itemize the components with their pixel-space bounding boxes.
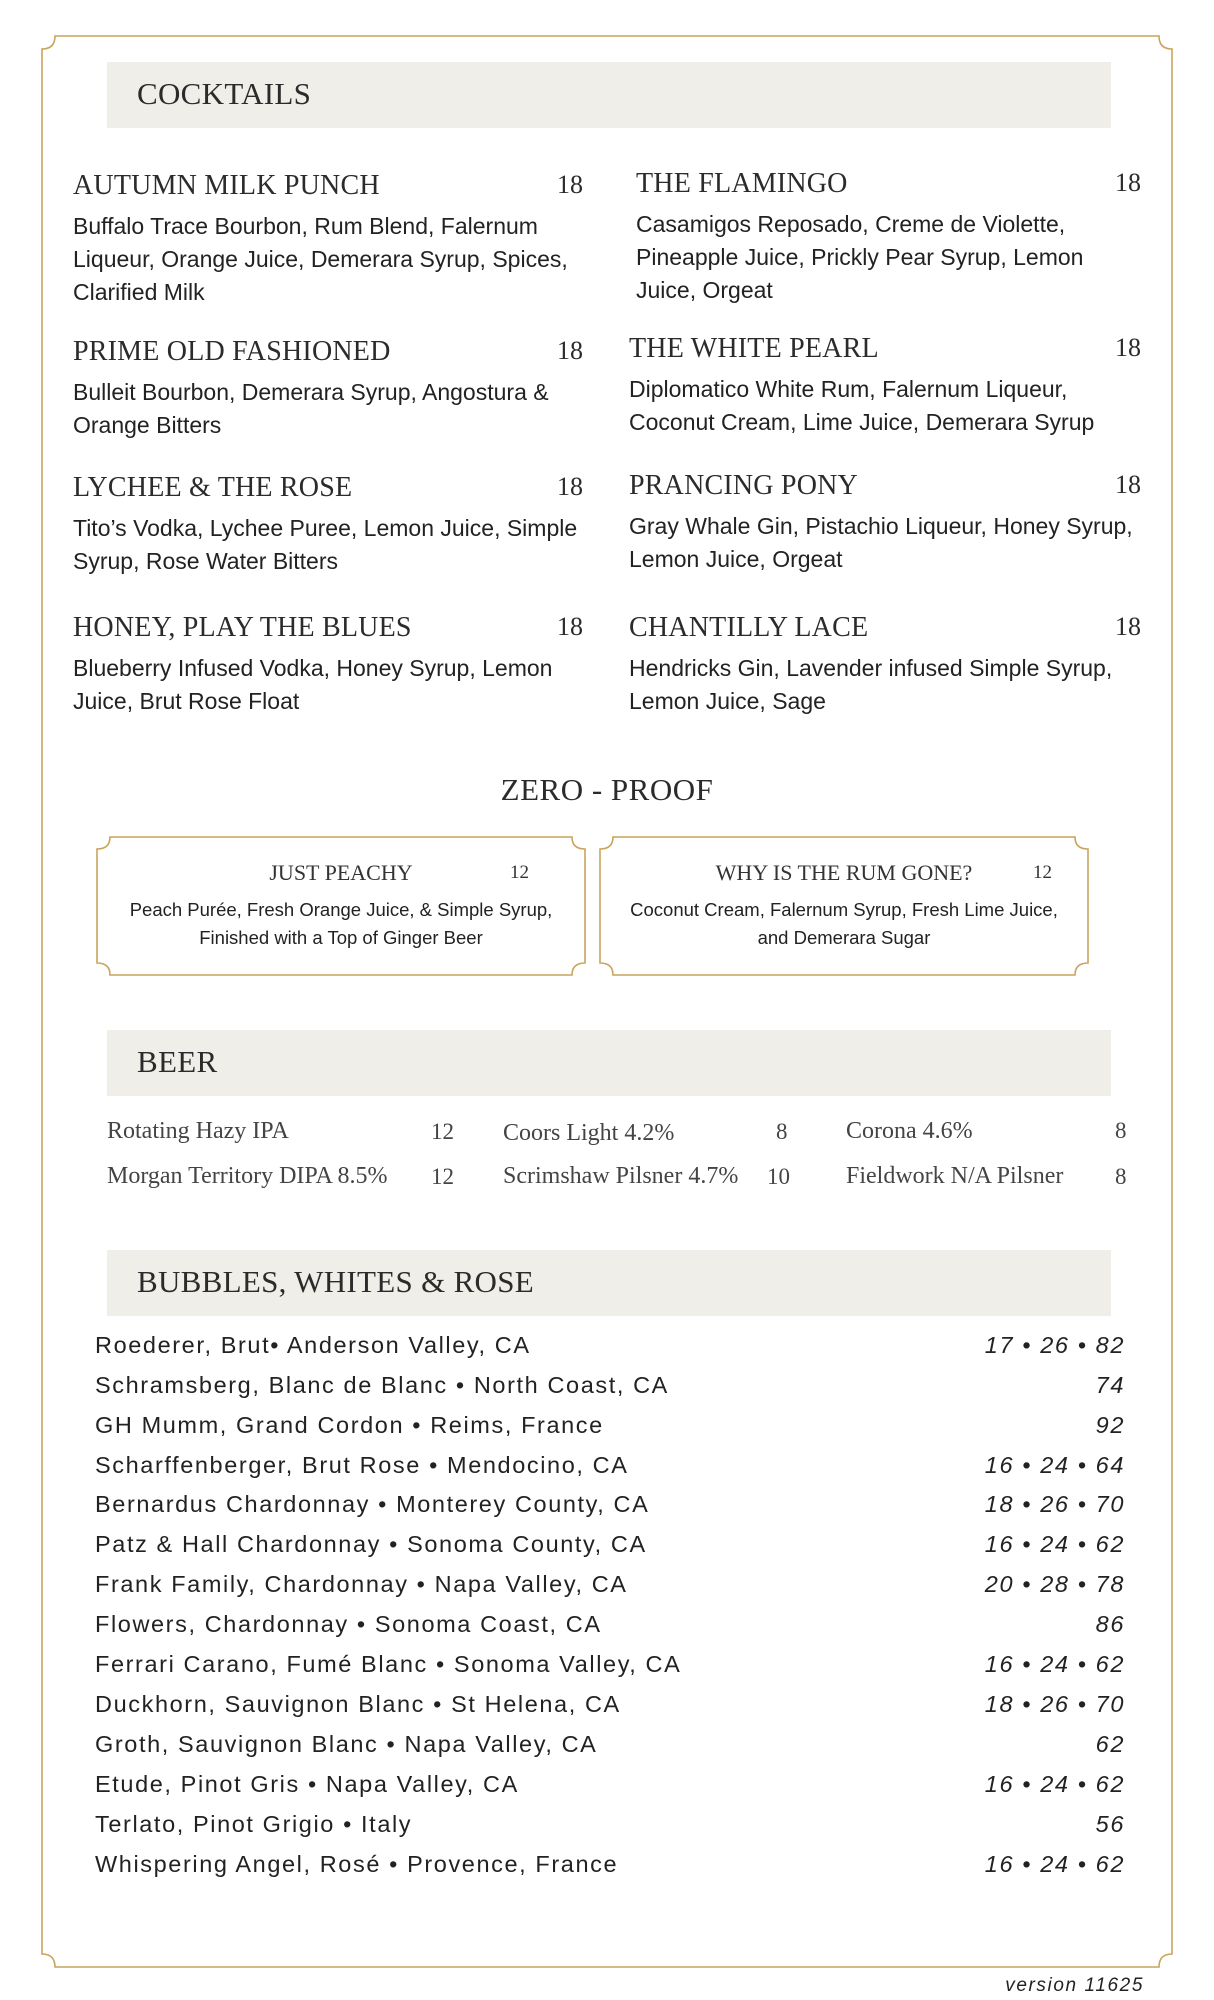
cocktail-price: 18: [1115, 168, 1141, 197]
beer-price: 12: [431, 1164, 454, 1189]
wine-name: Whispering Angel, Rosé • Provence, France: [95, 1851, 619, 1877]
beer-name: Corona 4.6%: [846, 1118, 973, 1144]
wine-name: Flowers, Chardonnay • Sonoma Coast, CA: [95, 1611, 602, 1637]
wine-row: [95, 1491, 1125, 1531]
cocktails-header-band: [107, 62, 1111, 128]
wine-row: [95, 1452, 1125, 1492]
cocktail-item: [73, 334, 583, 442]
cocktail-name: LYCHEE & THE ROSE: [73, 472, 353, 503]
cocktail-item: [73, 610, 583, 718]
wine-name: Roederer, Brut• Anderson Valley, CA: [95, 1332, 531, 1358]
cocktail-description: Buffalo Trace Bourbon, Rum Blend, Falernum Liqueur, Orange Juice, Demerara Syrup, Spices, Clarified Milk: [73, 213, 568, 305]
zero-proof-card: [599, 836, 1089, 976]
wine-price: 16 • 24 • 62: [984, 1651, 1125, 1677]
wine-name: Duckhorn, Sauvignon Blanc • St Helena, CA: [95, 1691, 621, 1717]
wine-price: 16 • 24 • 62: [984, 1851, 1125, 1877]
version-label: version 11625: [1005, 1975, 1144, 1996]
wine-row: [95, 1691, 1125, 1731]
wine-price: 56: [1095, 1811, 1125, 1837]
beer-name: Rotating Hazy IPA: [107, 1118, 289, 1144]
wine-row: [95, 1651, 1125, 1691]
beer-name: Morgan Territory DIPA 8.5%: [107, 1163, 388, 1189]
beer-price: 8: [776, 1119, 788, 1144]
wines-heading: BUBBLES, WHITES & ROSE: [137, 1264, 535, 1299]
zero-proof-card: [96, 836, 586, 976]
beer-price: 10: [767, 1164, 790, 1189]
wine-row: [95, 1531, 1125, 1571]
wine-name: Terlato, Pinot Grigio • Italy: [95, 1811, 413, 1837]
wine-name: Patz & Hall Chardonnay • Sonoma County, CA: [95, 1531, 647, 1557]
cocktail-name: AUTUMN MILK PUNCH: [73, 170, 380, 201]
cocktail-name: PRANCING PONY: [629, 470, 858, 501]
cocktail-item: [629, 468, 1141, 576]
beer-price: 12: [431, 1119, 454, 1144]
cocktail-price: 18: [1115, 612, 1141, 641]
beer-name: Coors Light 4.2%: [503, 1120, 675, 1146]
beer-price: 8: [1115, 1164, 1127, 1189]
cocktail-price: 18: [557, 612, 583, 641]
cocktail-name: CHANTILLY LACE: [629, 612, 869, 643]
wine-price: 16 • 24 • 64: [984, 1452, 1125, 1478]
wine-row: [95, 1731, 1125, 1771]
zero-proof-price: 12: [510, 862, 529, 883]
beer-header-band: [107, 1030, 1111, 1096]
cocktail-description: Casamigos Reposado, Creme de Violette, Pineapple Juice, Prickly Pear Syrup, Lemon Juice, Orgeat: [636, 211, 1084, 303]
wine-row: [95, 1571, 1125, 1611]
cocktail-price: 18: [557, 170, 583, 199]
wine-price: 62: [1095, 1731, 1125, 1757]
cocktail-item: [636, 166, 1141, 307]
wine-name: Groth, Sauvignon Blanc • Napa Valley, CA: [95, 1731, 598, 1757]
wine-row: [95, 1811, 1125, 1851]
cocktail-item: [73, 168, 583, 309]
wine-price: 16 • 24 • 62: [984, 1771, 1125, 1797]
cocktail-description: Blueberry Infused Vodka, Honey Syrup, Lemon Juice, Brut Rose Float: [73, 655, 553, 714]
wine-price: 18 • 26 • 70: [984, 1691, 1125, 1717]
cocktail-description: Hendricks Gin, Lavender infused Simple Syrup, Lemon Juice, Sage: [629, 655, 1113, 714]
wine-price: 86: [1095, 1611, 1125, 1637]
wine-price: 17 • 26 • 82: [984, 1332, 1125, 1358]
cocktail-name: THE FLAMINGO: [636, 168, 848, 199]
beer-heading: BEER: [137, 1044, 218, 1079]
cocktail-description: Bulleit Bourbon, Demerara Syrup, Angostura & Orange Bitters: [73, 379, 549, 438]
wine-row: [95, 1611, 1125, 1651]
zero-proof-description: Coconut Cream, Falernum Syrup, Fresh Lime Juice, and Demerara Sugar: [630, 899, 1058, 948]
cocktail-price: 18: [1115, 333, 1141, 362]
wine-price: 18 • 26 • 70: [984, 1491, 1125, 1517]
wines-header-band: [107, 1250, 1111, 1316]
wine-name: Schramsberg, Blanc de Blanc • North Coast, CA: [95, 1372, 669, 1398]
wine-price: 16 • 24 • 62: [984, 1531, 1125, 1557]
cocktail-price: 18: [557, 472, 583, 501]
cocktail-item: [73, 470, 583, 578]
beer-price: 8: [1115, 1118, 1127, 1143]
cocktail-description: Diplomatico White Rum, Falernum Liqueur, Coconut Cream, Lime Juice, Demerara Syrup: [629, 376, 1095, 435]
beer-name: Scrimshaw Pilsner 4.7%: [503, 1163, 739, 1189]
zero-proof-name: JUST PEACHY: [269, 860, 413, 885]
wine-row: [95, 1372, 1125, 1412]
cocktail-item: [629, 331, 1141, 439]
wine-price: 92: [1095, 1412, 1125, 1438]
cocktail-description: Gray Whale Gin, Pistachio Liqueur, Honey Syrup, Lemon Juice, Orgeat: [629, 513, 1133, 572]
wine-name: Frank Family, Chardonnay • Napa Valley, CA: [95, 1571, 628, 1597]
beer-name: Fieldwork N/A Pilsner: [846, 1163, 1064, 1189]
zero-proof-heading: ZERO - PROOF: [500, 772, 714, 807]
wine-price: 20 • 28 • 78: [984, 1571, 1125, 1597]
wine-name: GH Mumm, Grand Cordon • Reims, France: [95, 1412, 604, 1438]
cocktail-name: HONEY, PLAY THE BLUES: [73, 612, 412, 643]
wine-name: Ferrari Carano, Fumé Blanc • Sonoma Valley, CA: [95, 1651, 682, 1677]
cocktail-item: [629, 610, 1141, 718]
wine-row: [95, 1332, 1125, 1372]
cocktails-heading: COCKTAILS: [137, 76, 312, 111]
wine-name: Bernardus Chardonnay • Monterey County, CA: [95, 1491, 650, 1517]
wine-row: [95, 1851, 1125, 1891]
cocktail-name: THE WHITE PEARL: [629, 333, 879, 364]
wine-name: Scharffenberger, Brut Rose • Mendocino, CA: [95, 1452, 629, 1478]
cocktail-description: Tito’s Vodka, Lychee Puree, Lemon Juice, Simple Syrup, Rose Water Bitters: [73, 515, 578, 574]
cocktail-name: PRIME OLD FASHIONED: [73, 336, 391, 367]
cocktail-price: 18: [557, 336, 583, 365]
wine-name: Etude, Pinot Gris • Napa Valley, CA: [95, 1771, 519, 1797]
zero-proof-price: 12: [1033, 862, 1052, 883]
wine-row: [95, 1412, 1125, 1452]
zero-proof-description: Peach Purée, Fresh Orange Juice, & Simple Syrup, Finished with a Top of Ginger Beer: [129, 899, 553, 948]
wine-price: 74: [1095, 1372, 1125, 1398]
wine-row: [95, 1771, 1125, 1811]
cocktail-price: 18: [1115, 470, 1141, 499]
zero-proof-name: WHY IS THE RUM GONE?: [715, 860, 973, 885]
